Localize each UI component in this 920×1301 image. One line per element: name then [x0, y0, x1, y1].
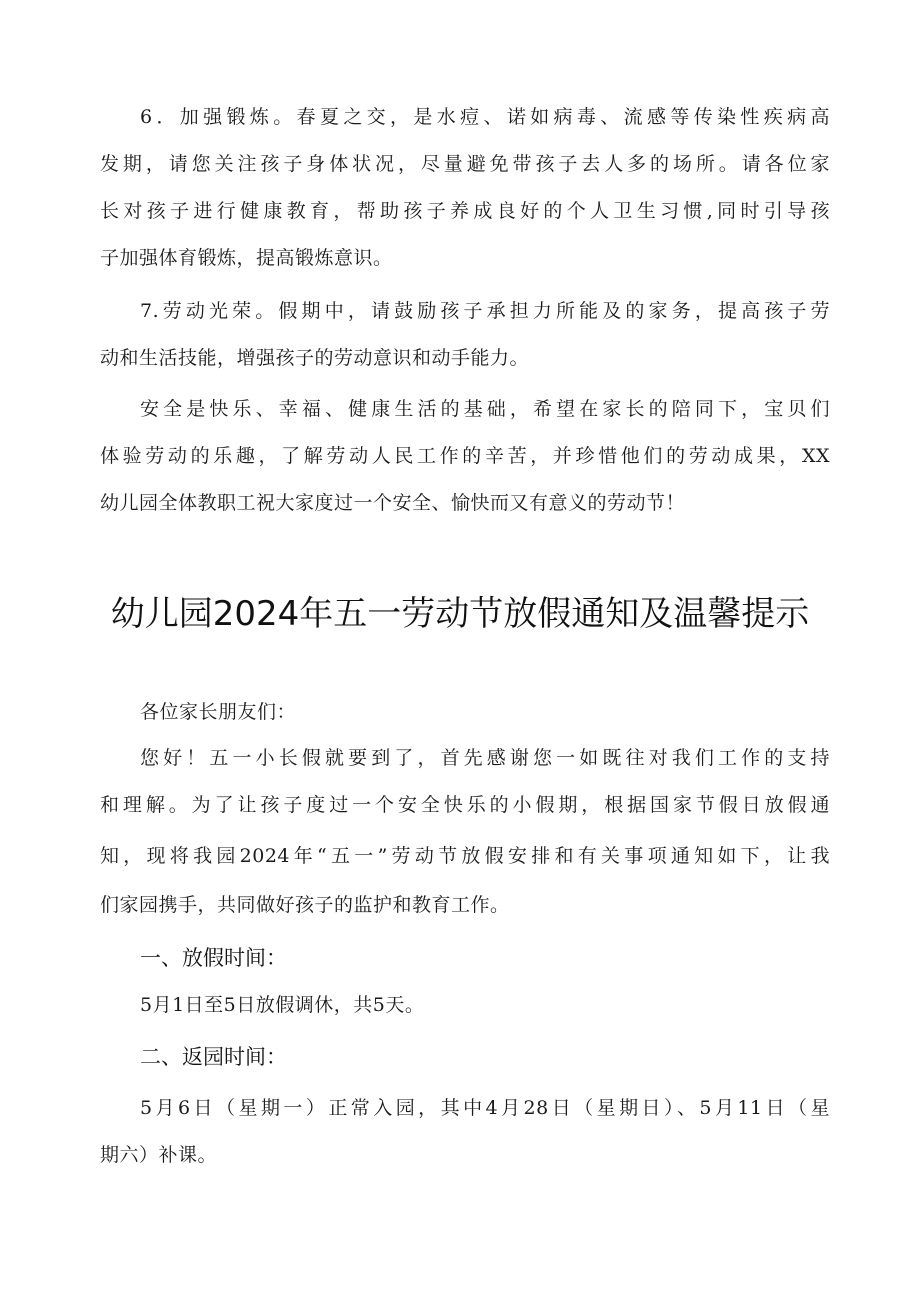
- intro-line-2: 和理解。为了让孩子度过一个安全快乐的小假期，根据国家节假日放假通: [100, 794, 830, 816]
- section2-line-1: 5月6日（星期一）正常入园，其中4月28日（星期日）、5月11日（星: [140, 1097, 830, 1119]
- item6-line-4: 子加强体育锻炼，提高锻炼意识。: [100, 247, 393, 269]
- item7-line-1: 7.劳动光荣。假期中，请鼓励孩子承担力所能及的家务，提高孩子劳: [140, 300, 830, 322]
- item6-line-2: 发期，请您关注孩子身体状况，尽量避免带孩子去人多的场所。请各位家: [100, 153, 830, 175]
- section1-text: 5月1日至5日放假调休，共5天。: [140, 994, 425, 1016]
- closing-line-2: 体验劳动的乐趣，了解劳动人民工作的辛苦，并珍惜他们的劳动成果，XX: [100, 445, 830, 467]
- closing-line-3: 幼儿园全体教职工祝大家度过一个安全、愉快而又有意义的劳动节！: [100, 492, 686, 514]
- section1-heading: 一、放假时间：: [140, 946, 287, 970]
- intro-line-3: 知，现将我园2024年“五一”劳动节放假安排和有关事项通知如下，让我: [100, 845, 830, 867]
- closing-line-1: 安全是快乐、幸福、健康生活的基础，希望在家长的陪同下，宝贝们: [140, 398, 830, 420]
- item6-line-1: 6．加强锻炼。春夏之交，是水痘、诺如病毒、流感等传染性疾病高: [140, 106, 830, 128]
- intro-line-1: 您好！五一小长假就要到了，首先感谢您一如既往对我们工作的支持: [140, 747, 830, 769]
- item6-line-3: 长对孩子进行健康教育，帮助孩子养成良好的个人卫生习惯,同时引导孩: [100, 200, 830, 222]
- page-title: 幼儿园2024年五一劳动节放假通知及温馨提示: [110, 594, 810, 634]
- section2-line-2: 期六）补课。: [100, 1144, 218, 1166]
- greeting: 各位家长朋友们：: [140, 701, 297, 723]
- section2-heading: 二、返园时间：: [140, 1045, 287, 1069]
- item7-line-2: 动和生活技能，增强孩子的劳动意识和动手能力。: [100, 347, 530, 369]
- intro-line-4: 们家园携手，共同做好孩子的监护和教育工作。: [100, 894, 510, 916]
